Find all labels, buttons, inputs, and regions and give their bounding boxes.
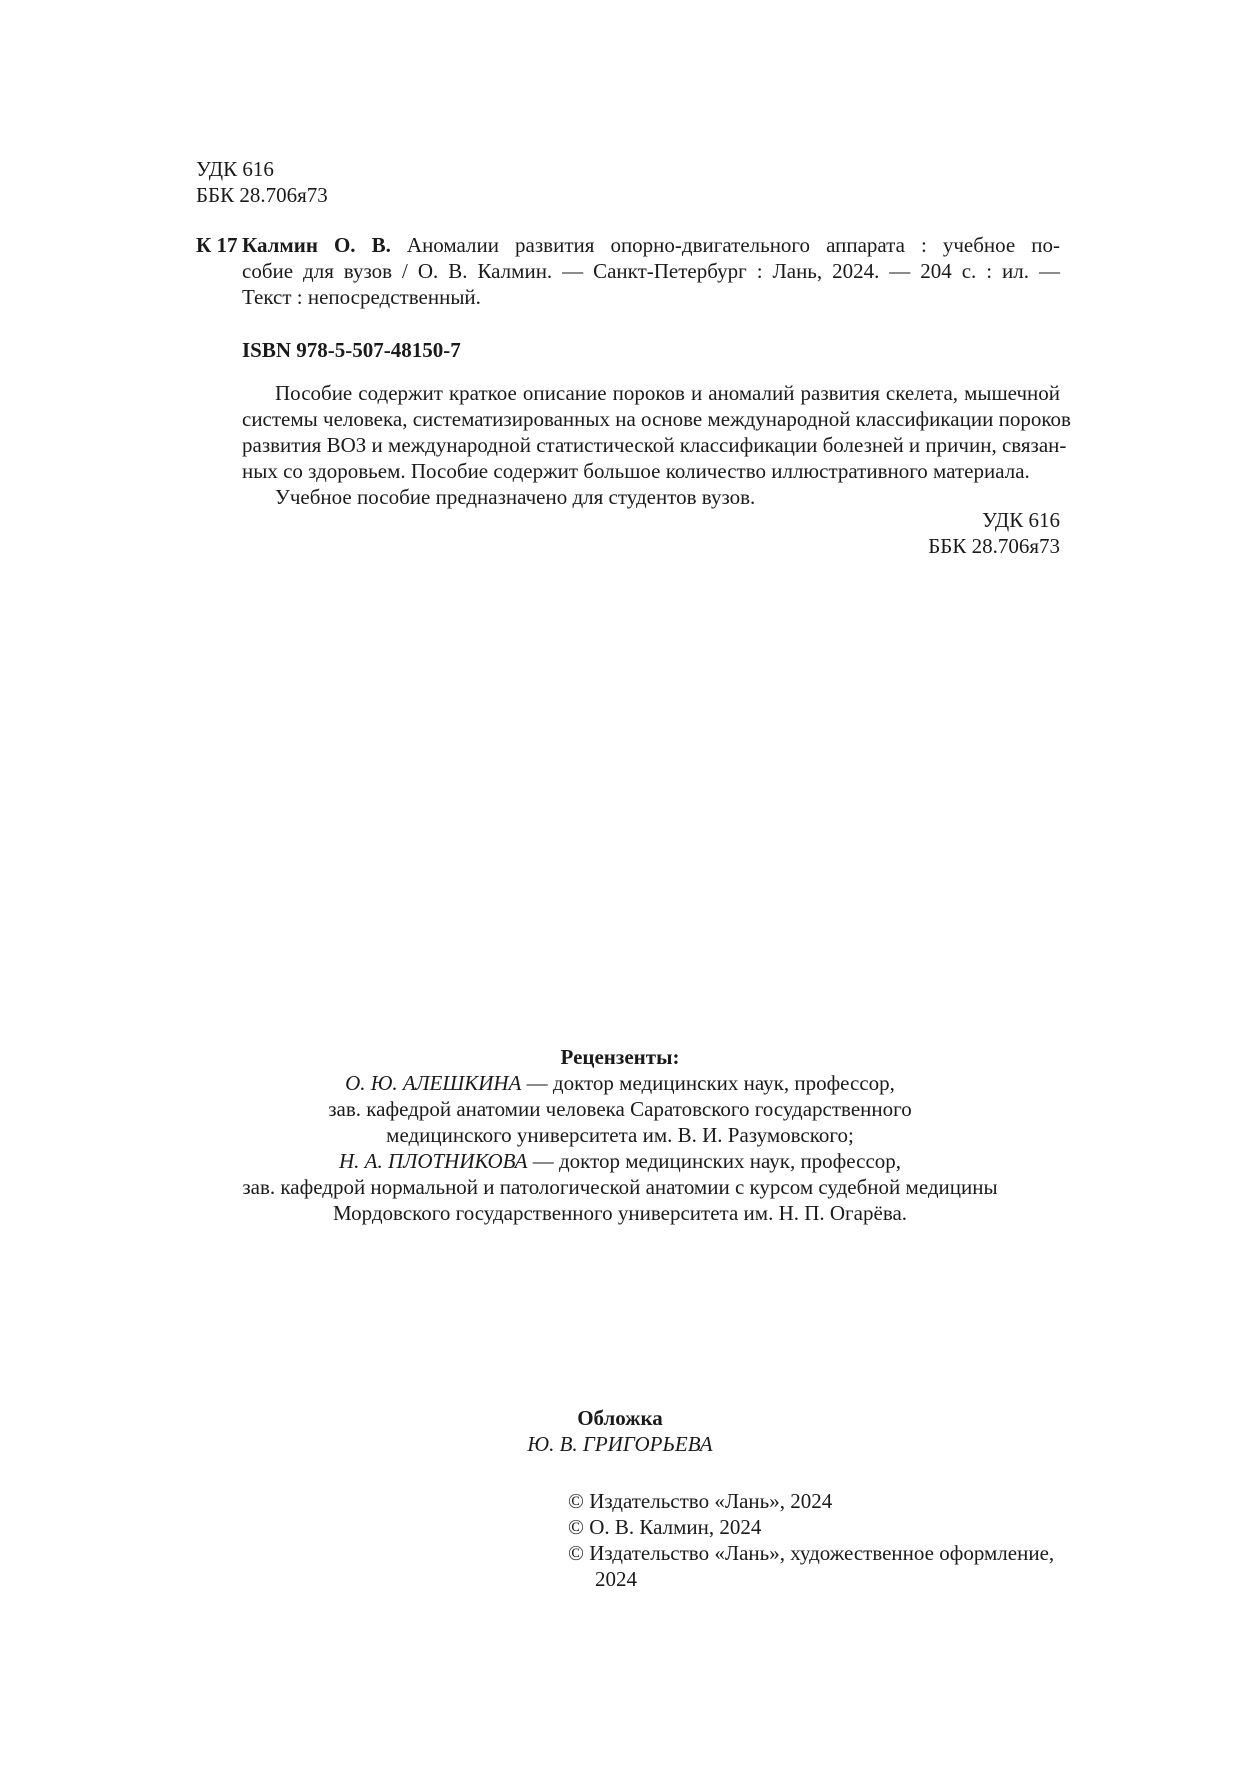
title-text: Аномалии развития опорно-двигательного аппарата : учебное по-	[406, 233, 1061, 257]
annotation-line: развития ВОЗ и международной статистической классификации болезней и причин, связан-	[242, 433, 1067, 457]
cover-credit	[0, 1405, 1240, 1457]
copyright-block	[568, 1488, 1068, 1592]
reviewer-2-name: Н. А. ПЛОТНИКОВА	[338, 1149, 528, 1173]
reviewer-1-affiliation: зав. кафедрой анатомии человека Саратовского государственного	[328, 1097, 912, 1121]
reviewer-1-title: — доктор медицинских наук, профессор,	[521, 1071, 895, 1095]
annotation-line: ных со здоровьем. Пособие содержит большое количество иллюстративного материала.	[242, 459, 1030, 483]
udk-code: УДК 616	[196, 157, 274, 181]
reviewer-1	[0, 1070, 1240, 1096]
catalog-line-3: Текст : непосредственный.	[242, 285, 481, 309]
reviewer-2-affiliation: Мордовского государственного университета им. Н. П. Огарёва.	[332, 1201, 908, 1225]
cover-artist: Ю. В. ГРИГОРЬЕВА	[527, 1432, 713, 1456]
reviewers-heading: Рецензенты:	[560, 1045, 680, 1069]
classification-bottom	[928, 507, 1060, 559]
author-name: Калмин О. В.	[242, 233, 391, 257]
author-mark: К 17	[196, 233, 238, 257]
isbn: ISBN 978-5-507-48150-7	[242, 338, 461, 362]
annotation	[242, 380, 1071, 510]
annotation-line: системы человека, систематизированных на основе международной классификации пороков	[242, 407, 1071, 431]
reviewer-2-title: — доктор медицинских наук, профессор,	[527, 1149, 902, 1173]
reviewer-2-affiliation: зав. кафедрой нормальной и патологической анатомии с курсом судебной медицины	[242, 1175, 998, 1199]
copyright-line: © О. В. Калмин, 2024	[568, 1515, 762, 1539]
catalog-entry	[242, 232, 1060, 310]
reviewer-1-name: О. Ю. АЛЕШКИНА	[345, 1071, 522, 1095]
copyright-line: © Издательство «Лань», 2024	[568, 1489, 833, 1513]
cover-heading: Обложка	[577, 1406, 663, 1430]
udk-code: УДК 616	[982, 508, 1060, 532]
annotation-line: Пособие содержит краткое описание пороков и аномалий развития скелета, мышечной	[275, 381, 1060, 405]
copyright-line: 2024	[595, 1567, 637, 1591]
reviewer-2	[0, 1148, 1240, 1174]
catalog-line-2: собие для вузов / О. В. Калмин. — Санкт-Петербург : Лань, 2024. — 204 с. : ил. —	[242, 259, 1060, 283]
bbk-code: ББК 28.706я73	[928, 534, 1060, 558]
bbk-code: ББК 28.706я73	[196, 183, 328, 207]
copyright-line: © Издательство «Лань», художественное оформление,	[568, 1541, 1055, 1565]
annotation-line: Учебное пособие предназначено для студентов вузов.	[275, 485, 756, 509]
catalog-line-1	[242, 232, 1060, 258]
classification-top	[196, 156, 328, 208]
reviewer-1-affiliation: медицинского университета им. В. И. Разумовского;	[386, 1123, 854, 1147]
reviewers-section	[0, 1044, 1240, 1226]
